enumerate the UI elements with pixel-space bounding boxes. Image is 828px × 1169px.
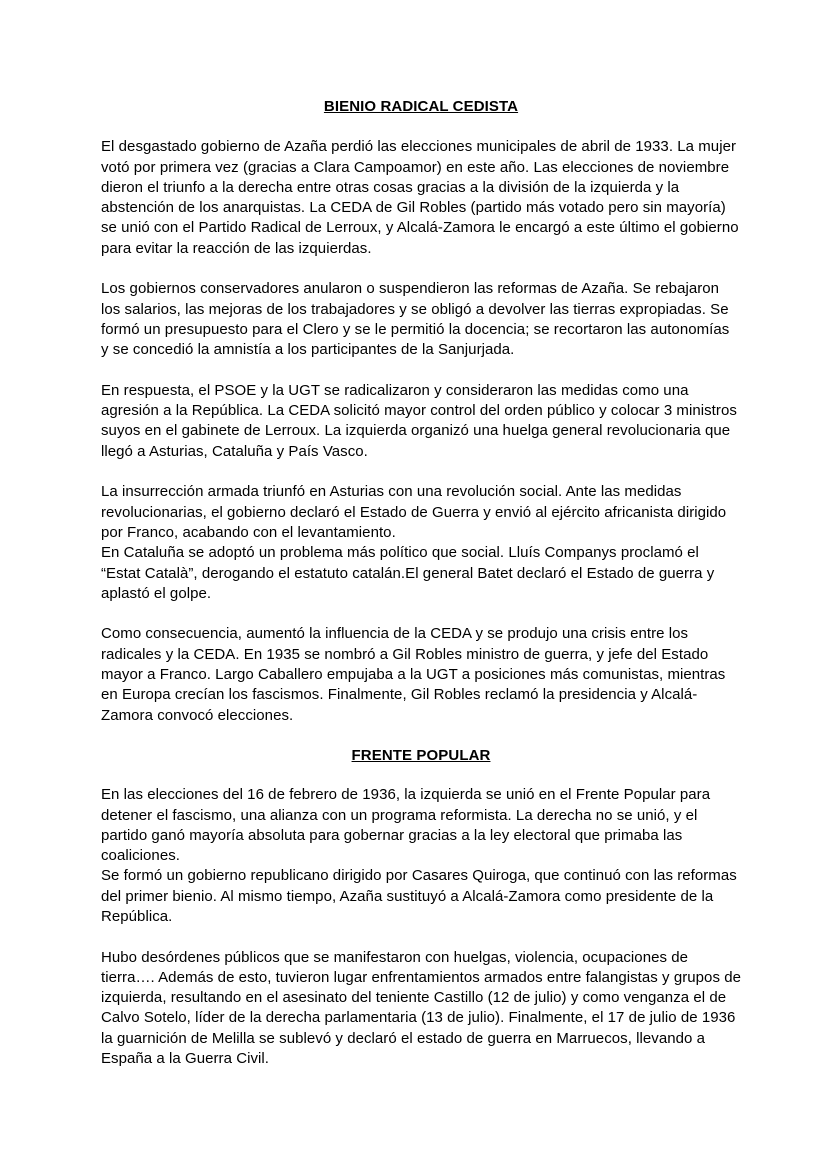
paragraph: En Cataluña se adoptó un problema más político que social. Lluís Companys proclamó el “Estat Català”, derogando el estatuto catalán.El general Batet declaró el Estado de guerra y aplastó el golpe. bbox=[101, 544, 715, 602]
paragraph: La insurrección armada triunfó en Asturias con una revolución social. Ante las medidas revolucionarias, el gobierno declaró el Estado de Guerra y envió al ejército africanista dirigido por Franco, acabando con el levantamiento. bbox=[101, 483, 727, 541]
document-body bbox=[101, 97, 741, 1069]
section-heading-bienio: BIENIO RADICAL CEDISTA bbox=[323, 98, 519, 115]
paragraph: El desgastado gobierno de Azaña perdió las elecciones municipales de abril de 1933. La mujer votó por primera vez (gracias a Clara Campoamor) en este año. Las elecciones de noviembre dieron el triunfo a la derecha entre otras cosas gracias a la división de la izquierda y la abstención de los anarquistas. La CEDA de Gil Robles (partido más votado pero sin mayoría) se unió con el Partido Radical de Lerroux, y Alcalá-Zamora le encargó a este último el gobierno para evitar la reacción de las izquierdas. bbox=[101, 138, 739, 257]
section-heading-frente-popular: FRENTE POPULAR bbox=[351, 746, 491, 764]
paragraph: En respuesta, el PSOE y la UGT se radicalizaron y consideraron las medidas como una agresión a la República. La CEDA solicitó mayor control del orden público y colocar 3 ministros suyos en el gabinete de Lerroux. La izquierda organizó una huelga general revolucionaria que llegó a Asturias, Cataluña y País Vasco. bbox=[101, 381, 737, 460]
paragraph: Hubo desórdenes públicos que se manifestaron con huelgas, violencia, ocupaciones de tierra…. Además de esto, tuvieron lugar enfrentamientos armados entre falangistas y grupos de izquierda, resultando en el asesinato del teniente Castillo (12 de julio) y como venganza el de Calvo Sotelo, líder de la derecha parlamentaria (13 de julio). Finalmente, el 17 de julio de 1936 la guarnición de Melilla se sublevó y declaró el estado de guerra en Marruecos, llevando a España a la Guerra Civil. bbox=[101, 948, 741, 1068]
paragraph: Los gobiernos conservadores anularon o suspendieron las reformas de Azaña. Se rebajaron los salarios, las mejoras de los trabajadores y se obligó a devolver las tierras expropiadas. Se formó un presupuesto para el Clero y se le permitió la docencia; se recortaron las autonomías y se concedió la amnistía a los participantes de la Sanjurjada. bbox=[101, 280, 730, 359]
paragraph: En las elecciones del 16 de febrero de 1936, la izquierda se unió en el Frente Popular para detener el fascismo, una alianza con un programa reformista. La derecha no se unió, y el partido ganó mayoría absoluta para gobernar gracias a la ley electoral que primaba las coaliciones. bbox=[101, 786, 711, 865]
paragraph: Se formó un gobierno republicano dirigido por Casares Quiroga, que continuó con las reformas del primer bienio. Al mismo tiempo, Azaña sustituyó a Alcalá-Zamora como presidente de la República. bbox=[101, 867, 737, 925]
paragraph: Como consecuencia, aumentó la influencia de la CEDA y se produjo una crisis entre los radicales y la CEDA. En 1935 se nombró a Gil Robles ministro de guerra, y jefe del Estado mayor a Franco. Largo Caballero empujaba a la UGT a posiciones más comunistas, mientras en Europa crecían los fascismos. Finalmente, Gil Robles reclamó la presidencia y Alcalá-Zamora convocó elecciones. bbox=[101, 625, 726, 724]
